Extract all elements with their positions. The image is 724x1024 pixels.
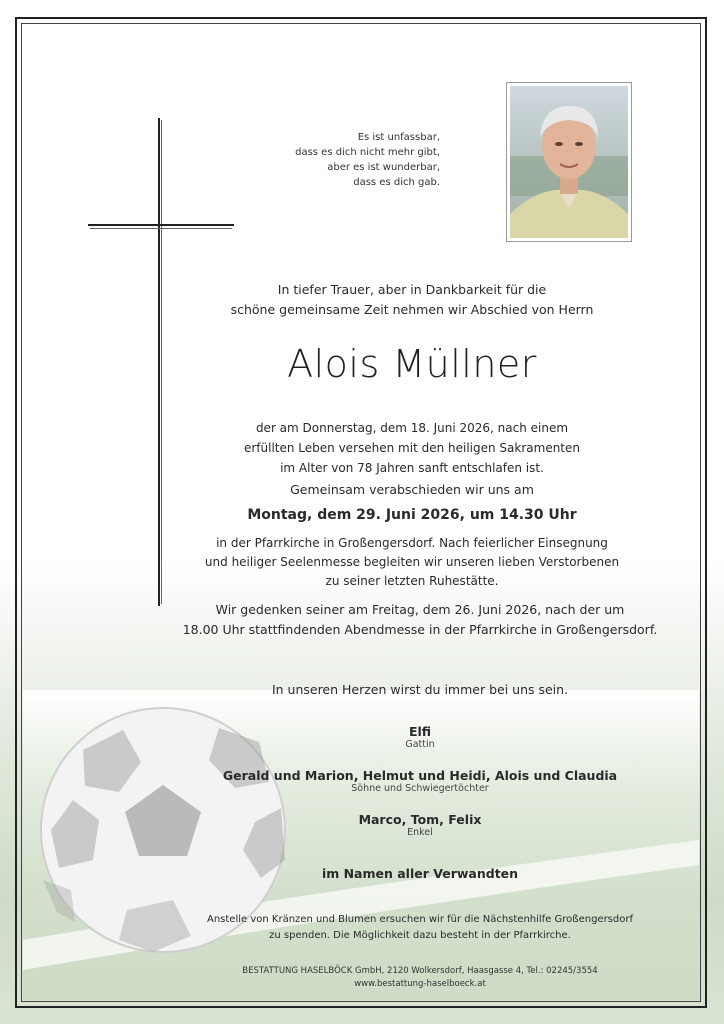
relatives-text <box>160 866 680 881</box>
portrait-photo <box>506 82 632 242</box>
death-line: der am Donnerstag, dem 18. Juni 2026, nach einem <box>255 421 569 435</box>
footer <box>140 965 700 991</box>
deceased-name: Alois Müllner <box>287 342 537 386</box>
family-name: Elfi <box>408 724 432 739</box>
ceremony-text <box>200 534 624 591</box>
family-role: Söhne und Schwiegertöchter <box>351 783 489 794</box>
donation-line: zu spenden. Die Möglichkeit dazu besteht in der Pfarrkirche. <box>269 930 571 941</box>
footer-company: BESTATTUNG HASELBÖCK GmbH, 2120 Wolkersdorf, Haasgasse 4, Tel.: 02245/3554 <box>242 966 598 976</box>
donation-text <box>140 912 700 944</box>
farewell-intro: Gemeinsam verabschieden wir uns am <box>290 482 534 497</box>
poem-line: dass es dich nicht mehr gibt, <box>295 147 440 158</box>
family-name: Gerald und Marion, Helmut und Heidi, Alois und Claudia <box>222 768 618 783</box>
poem-line: aber es ist wunderbar, <box>327 162 440 173</box>
footer-website[interactable]: www.bestattung-haselboeck.at <box>354 979 486 989</box>
hearts-text: In unseren Herzen wirst du immer bei uns sein. <box>271 682 569 697</box>
death-line: erfüllten Leben versehen mit den heiligen Sakramenten <box>243 441 580 455</box>
family-role: Enkel <box>407 827 433 838</box>
donation-line: Anstelle von Kränzen und Blumen ersuchen wir für die Nächstenhilfe Großengersdorf <box>207 914 633 925</box>
intro-line: schöne gemeinsame Zeit nehmen wir Abschied von Herrn <box>230 302 594 317</box>
family-role: Gattin <box>405 739 435 750</box>
intro-text <box>200 280 624 320</box>
poem <box>250 130 500 190</box>
family-entry <box>160 768 680 794</box>
ceremony-line: in der Pfarrkirche in Großengersdorf. Nach feierlicher Einsegnung <box>216 536 608 550</box>
memorial-line: Wir gedenken seiner am Freitag, dem 26. Juni 2026, nach der um <box>215 602 625 617</box>
family-name: Marco, Tom, Felix <box>358 812 482 827</box>
ceremony-line: zu seiner letzten Ruhestätte. <box>325 574 499 588</box>
death-notice <box>200 418 624 478</box>
memorial-text <box>160 600 680 640</box>
funeral-date: Montag, dem 29. Juni 2026, um 14.30 Uhr <box>247 507 577 523</box>
poem-line: dass es dich gab. <box>353 177 440 188</box>
poem-line: Es ist unfassbar, <box>357 132 440 143</box>
intro-line: In tiefer Trauer, aber in Dankbarkeit für die <box>277 282 547 297</box>
death-line: im Alter von 78 Jahren sanft entschlafen ist. <box>280 461 544 475</box>
family-entry <box>160 724 680 750</box>
ceremony-line: und heiliger Seelenmesse begleiten wir unseren lieben Verstorbenen <box>204 555 620 569</box>
relatives-label: im Namen aller Verwandten <box>321 866 519 881</box>
memorial-line: 18.00 Uhr stattfindenden Abendmesse in der Pfarrkirche in Großengersdorf. <box>182 622 658 637</box>
family-entry <box>160 812 680 838</box>
